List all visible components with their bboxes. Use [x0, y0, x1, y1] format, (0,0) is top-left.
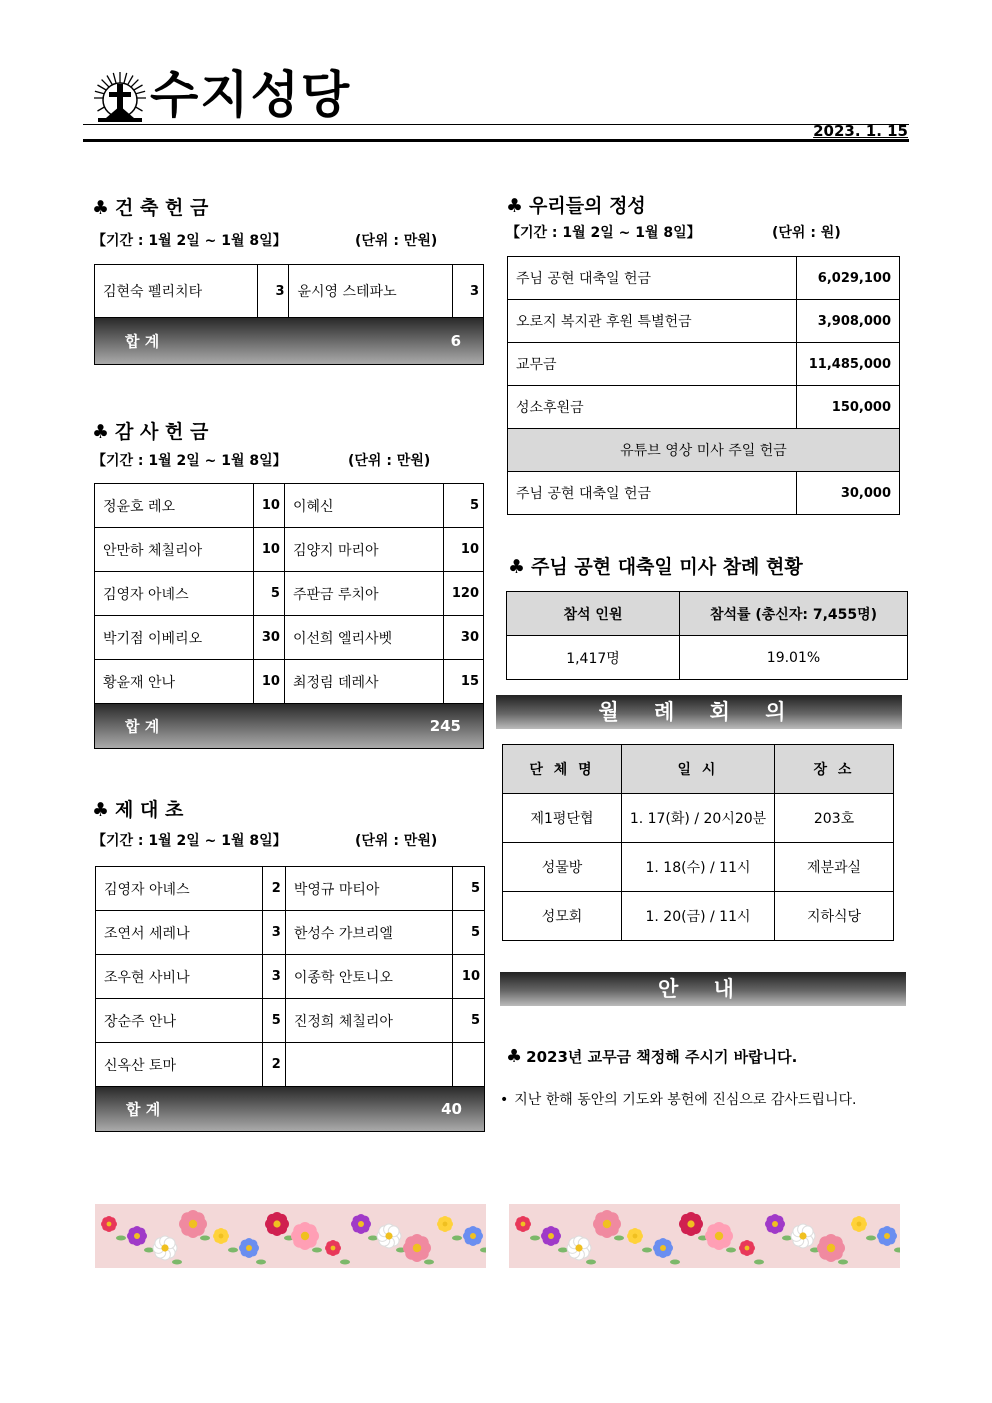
- offering-period: 【기간 : 1월 2일 ~ 1월 8일】: [506, 225, 701, 241]
- flower-icon: [739, 1240, 755, 1256]
- meeting-where: 지하식당: [775, 892, 894, 941]
- total-label: 합 계: [126, 1100, 161, 1119]
- donor-name: 조우현 사비나: [96, 955, 263, 999]
- attendance-rate: 19.01%: [680, 636, 908, 680]
- building-table: [94, 264, 484, 365]
- offering-heading-text: 우리들의 정성: [529, 195, 646, 217]
- donor-amount: 2: [263, 867, 286, 911]
- donor-name: 최정림 데레사: [284, 660, 443, 704]
- donor-amount: 5: [452, 999, 484, 1043]
- donor-amount: 30: [253, 616, 284, 660]
- flower-icon: [213, 1228, 229, 1244]
- table-row: [96, 867, 485, 911]
- notice-item: [506, 1046, 797, 1067]
- meeting-table: [502, 744, 894, 941]
- donor-amount: 2: [263, 1043, 286, 1087]
- flower-icon: [127, 1226, 147, 1246]
- donor-name: 장순주 안나: [96, 999, 263, 1043]
- donor-amount: 5: [263, 999, 286, 1043]
- donor-name: 이혜신: [284, 484, 443, 528]
- leaf-icon: [614, 1236, 624, 1241]
- donor-amount: 10: [253, 484, 284, 528]
- leaf-icon: [452, 1236, 462, 1241]
- meeting-when: 1. 20(금) / 11시: [622, 892, 775, 941]
- flower-icon: [705, 1222, 733, 1250]
- leaf-icon: [838, 1260, 848, 1265]
- meeting-col-where: 장 소: [775, 745, 894, 794]
- meeting-group: 성물방: [503, 843, 622, 892]
- altar-candle-heading-text: 제 대 초: [115, 799, 184, 821]
- offering-label: 주님 공현 대축일 헌금: [508, 257, 797, 300]
- leaf-icon: [782, 1236, 792, 1241]
- club-icon: ♣: [92, 799, 110, 821]
- flower-icon: [463, 1226, 483, 1246]
- table-header-row: [507, 592, 908, 636]
- club-icon: ♣: [506, 1046, 523, 1067]
- donor-name: 박영규 마티아: [285, 867, 452, 911]
- offering-value: 3,908,000: [797, 300, 900, 343]
- total-value: 40: [441, 1100, 462, 1118]
- flower-icon: [377, 1224, 401, 1248]
- offering-label: 성소후원금: [508, 386, 797, 429]
- leaf-icon: [558, 1248, 568, 1253]
- flower-icon: [541, 1226, 561, 1246]
- donor-name: 이종학 안토니오: [285, 955, 452, 999]
- altar-candle-heading: [92, 798, 183, 822]
- donor-amount: 3: [263, 955, 286, 999]
- notice-item-text: 2023년 교무금 책정해 주시기 바랍니다.: [526, 1048, 798, 1066]
- leaf-icon: [530, 1236, 540, 1241]
- attendance-count: 1,417명: [507, 636, 680, 680]
- thanks-heading: [92, 420, 208, 444]
- club-icon: ♣: [506, 195, 524, 217]
- flower-icon: [153, 1236, 177, 1260]
- leaf-icon: [340, 1260, 350, 1265]
- flower-border-icon: [95, 1204, 486, 1268]
- leaf-icon: [116, 1236, 126, 1241]
- leaf-icon: [368, 1236, 378, 1241]
- offering-label: 주님 공현 대축일 헌금: [508, 472, 797, 515]
- donor-name: 김양지 마리아: [284, 528, 443, 572]
- altar-candle-total-bar: [95, 1087, 485, 1132]
- table-row: [507, 636, 908, 680]
- donor-amount: 5: [452, 867, 484, 911]
- table-row: [96, 911, 485, 955]
- donor-name: 김영자 아녜스: [95, 572, 254, 616]
- donor-amount: 10: [443, 528, 483, 572]
- donor-amount: 5: [253, 572, 284, 616]
- table-row: [95, 484, 484, 528]
- thanks-period: 【기간 : 1월 2일 ~ 1월 8일】: [92, 453, 287, 469]
- flower-icon: [437, 1216, 453, 1232]
- donor-amount: 3: [452, 265, 483, 318]
- table-row: [508, 257, 900, 300]
- table-row: [508, 343, 900, 386]
- offering-value: 150,000: [797, 386, 900, 429]
- header-rule: [83, 124, 909, 142]
- attendance-col-rate: 참석률 (총신자: 7,455명): [680, 592, 908, 636]
- bulletin-date: 2023. 1. 15: [813, 122, 908, 140]
- club-icon: ♣: [92, 421, 110, 443]
- club-icon: ♣: [508, 556, 526, 578]
- donor-amount: 3: [258, 265, 289, 318]
- leaf-icon: [256, 1260, 266, 1265]
- flower-icon: [765, 1214, 785, 1234]
- donor-amount: 30: [443, 616, 483, 660]
- attendance-col-count: 참석 인원: [507, 592, 680, 636]
- flower-icon: [403, 1234, 431, 1262]
- flower-icon: [351, 1214, 371, 1234]
- table-row: [95, 528, 484, 572]
- flower-icon: [851, 1216, 867, 1232]
- donor-name: 박기점 이베리오: [95, 616, 254, 660]
- donor-name: [285, 1043, 452, 1087]
- table-row: [95, 265, 484, 318]
- offering-label: 오로지 복지관 후원 특별헌금: [508, 300, 797, 343]
- donor-amount: 15: [443, 660, 483, 704]
- flower-border-left: [95, 1204, 486, 1268]
- donor-name: 안만하 체칠리아: [95, 528, 254, 572]
- donor-amount: 10: [253, 660, 284, 704]
- cross-sunburst-logo-icon: [92, 70, 148, 126]
- leaf-icon: [200, 1236, 210, 1241]
- donor-name: 정윤호 레오: [95, 484, 254, 528]
- donor-amount: 5: [452, 911, 484, 955]
- meeting-group: 제1평단협: [503, 794, 622, 843]
- flower-icon: [817, 1234, 845, 1262]
- building-total-bar: [94, 318, 484, 365]
- meeting-group: 성모회: [503, 892, 622, 941]
- leaf-icon: [424, 1260, 434, 1265]
- table-row: [95, 572, 484, 616]
- thanks-unit: (단위 : 만원): [348, 453, 431, 469]
- flower-icon: [567, 1236, 591, 1260]
- leaf-icon: [586, 1260, 596, 1265]
- table-header-row: [503, 745, 894, 794]
- total-label: 합 계: [125, 717, 160, 736]
- leaf-icon: [866, 1236, 876, 1241]
- donor-name: 신옥산 토마: [96, 1043, 263, 1087]
- notice-bullet: [500, 1089, 856, 1109]
- table-row: [96, 955, 485, 999]
- meeting-where: 제분과실: [775, 843, 894, 892]
- meeting-when: 1. 18(수) / 11시: [622, 843, 775, 892]
- offering-heading: [506, 194, 646, 218]
- flower-icon: [679, 1212, 703, 1236]
- leaf-icon: [144, 1248, 154, 1253]
- leaf-icon: [894, 1248, 900, 1253]
- building-unit: (단위 : 만원): [355, 233, 438, 249]
- meeting-where: 203호: [775, 794, 894, 843]
- flower-border-icon: [509, 1204, 900, 1268]
- donor-name: 황윤재 안나: [95, 660, 254, 704]
- table-row: [96, 999, 485, 1043]
- donor-amount: 3: [263, 911, 286, 955]
- offering-value: 6,029,100: [797, 257, 900, 300]
- donor-name: 김영자 아녜스: [96, 867, 263, 911]
- notice-bullet-text: 지난 한해 동안의 기도와 봉헌에 진심으로 감사드립니다.: [514, 1092, 857, 1108]
- altar-candle-unit: (단위 : 만원): [355, 833, 438, 849]
- leaf-icon: [480, 1248, 486, 1253]
- church-title: 수지성당: [150, 66, 352, 124]
- donor-name: 진정희 체칠리아: [285, 999, 452, 1043]
- flower-icon: [101, 1216, 117, 1232]
- attendance-heading: [508, 555, 803, 579]
- meeting-col-when: 일 시: [622, 745, 775, 794]
- offering-value: 30,000: [797, 472, 900, 515]
- flower-border-right: [509, 1204, 900, 1268]
- donor-amount: 5: [443, 484, 483, 528]
- flower-icon: [653, 1238, 673, 1258]
- club-icon: ♣: [92, 197, 110, 219]
- flower-icon: [291, 1222, 319, 1250]
- total-value: 245: [429, 717, 461, 735]
- donor-name: 한성수 가브리엘: [285, 911, 452, 955]
- flower-icon: [627, 1228, 643, 1244]
- youtube-header: 유튜브 영상 미사 주일 헌금: [508, 429, 900, 472]
- leaf-icon: [228, 1248, 238, 1253]
- thanks-heading-text: 감 사 헌 금: [115, 421, 209, 443]
- building-period: 【기간 : 1월 2일 ~ 1월 8일】: [92, 233, 287, 249]
- altar-candle-period: 【기간 : 1월 2일 ~ 1월 8일】: [92, 833, 287, 849]
- building-heading: [92, 196, 208, 220]
- table-row: [503, 892, 894, 941]
- total-label: 합 계: [125, 332, 160, 351]
- leaf-icon: [312, 1248, 322, 1253]
- meeting-when: 1. 17(화) / 20시20분: [622, 794, 775, 843]
- bullet-icon: •: [500, 1092, 509, 1108]
- donor-name: 조연서 세레나: [96, 911, 263, 955]
- table-row: [508, 386, 900, 429]
- flower-icon: [325, 1240, 341, 1256]
- leaf-icon: [726, 1248, 736, 1253]
- donor-amount: [452, 1043, 484, 1087]
- table-row: [95, 616, 484, 660]
- donor-amount: 120: [443, 572, 483, 616]
- notice-bar: 안 내: [500, 972, 906, 1006]
- leaf-icon: [642, 1248, 652, 1253]
- attendance-table: [506, 591, 908, 680]
- donor-name: 주판금 루치아: [284, 572, 443, 616]
- leaf-icon: [172, 1260, 182, 1265]
- offering-table: [507, 256, 900, 515]
- flower-icon: [593, 1210, 621, 1238]
- meeting-col-group: 단 체 명: [503, 745, 622, 794]
- flower-icon: [515, 1216, 531, 1232]
- table-row: [95, 660, 484, 704]
- donor-amount: 10: [253, 528, 284, 572]
- flower-icon: [791, 1224, 815, 1248]
- table-row: [508, 429, 900, 472]
- table-row: [96, 1043, 485, 1087]
- offering-label: 교무금: [508, 343, 797, 386]
- leaf-icon: [670, 1260, 680, 1265]
- thanks-table: [94, 483, 484, 749]
- donor-amount: 10: [452, 955, 484, 999]
- table-row: [508, 472, 900, 515]
- table-row: [508, 300, 900, 343]
- leaf-icon: [754, 1260, 764, 1265]
- donor-name: 윤시영 스테파노: [289, 265, 452, 318]
- monthly-meeting-bar: 월 례 회 의: [496, 695, 902, 729]
- attendance-heading-text: 주님 공현 대축일 미사 참례 현황: [531, 556, 803, 578]
- total-value: 6: [450, 332, 461, 350]
- offering-unit: (단위 : 원): [772, 225, 841, 241]
- donor-name: 김현숙 펠리치타: [95, 265, 258, 318]
- table-row: [503, 794, 894, 843]
- flower-icon: [877, 1226, 897, 1246]
- thanks-total-bar: [94, 704, 484, 749]
- altar-candle-table: [95, 866, 485, 1132]
- flower-icon: [265, 1212, 289, 1236]
- flower-icon: [179, 1210, 207, 1238]
- building-heading-text: 건 축 헌 금: [115, 197, 209, 219]
- flower-icon: [239, 1238, 259, 1258]
- offering-value: 11,485,000: [797, 343, 900, 386]
- table-row: [503, 843, 894, 892]
- donor-name: 이선희 엘리사벳: [284, 616, 443, 660]
